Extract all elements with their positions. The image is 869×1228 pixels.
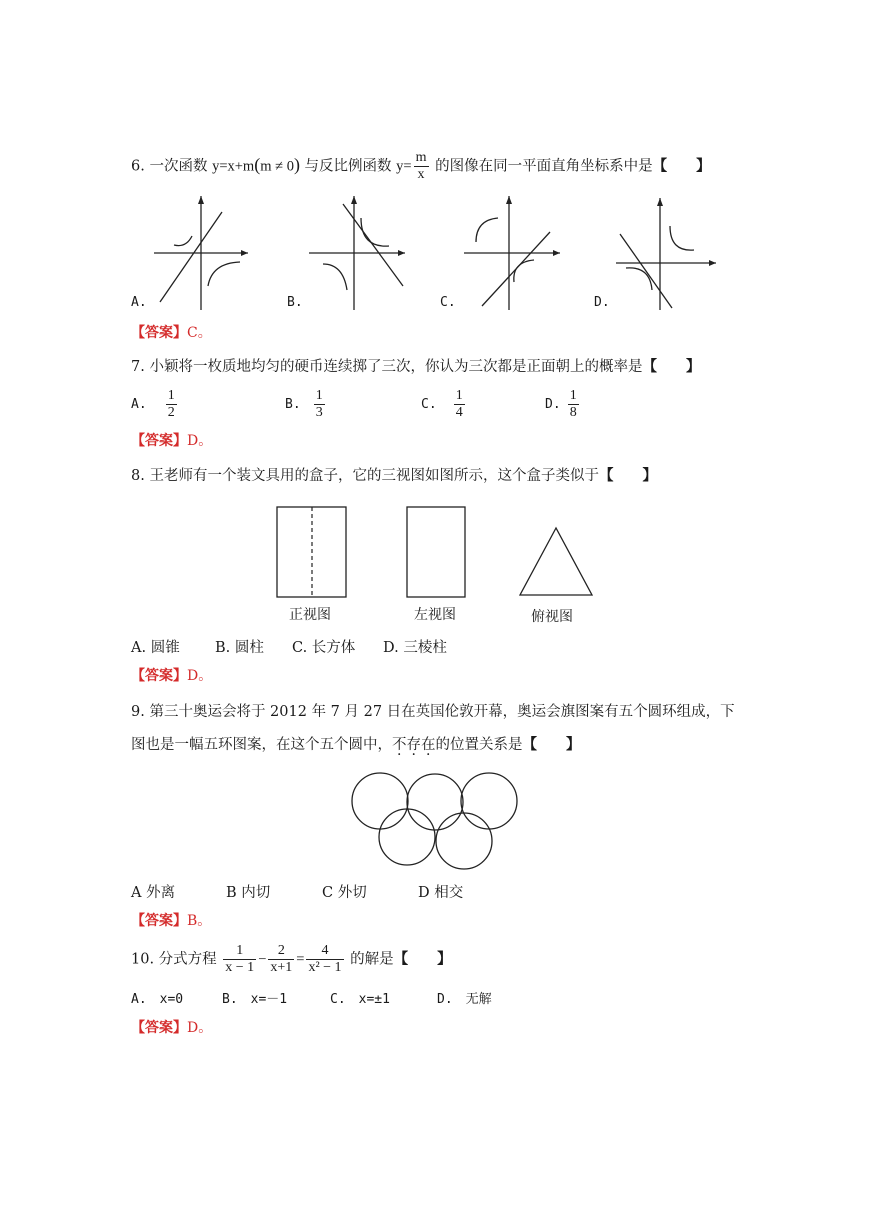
q6-paren-open: ( <box>254 154 261 175</box>
q8-front-view-label: 正视图 <box>289 607 331 623</box>
hyperbola-branch-lower <box>626 268 652 290</box>
q9-stem-line2 <box>131 735 581 755</box>
answer-tag: 【答案】 <box>131 433 187 449</box>
answer-value: B。 <box>187 913 212 929</box>
q6-prefix: 6. 一次函数 <box>131 158 213 175</box>
q10-option-d: D. 无解 <box>437 992 492 1007</box>
q6-label-d: D. <box>594 295 610 310</box>
q8-stem-text: 8. 王老师有一个装文具用的盒子，它的三视图如图所示，这个盒子类似于 <box>131 468 599 484</box>
answer-tag: 【答案】 <box>131 913 187 929</box>
q10-term-2 <box>268 943 294 976</box>
q8-option-c: C. 长方体 <box>292 640 356 656</box>
answer-value: D。 <box>187 668 213 684</box>
fraction-denominator: x+1 <box>270 960 293 975</box>
answer-tag: 【答案】 <box>131 1020 187 1036</box>
fraction-denominator: 4 <box>455 405 463 420</box>
answer-value: D。 <box>187 433 213 449</box>
q9-line2-post: 的位置关系是 <box>435 737 523 753</box>
q7-stem <box>131 357 700 377</box>
q7-stem-text: 7. 小颖将一枚质地均匀的硬币连续掷了三次，你认为三次都是正面朝上的概率是 <box>131 359 643 375</box>
option-fraction <box>568 388 579 421</box>
q9-answer <box>131 910 211 930</box>
option-label: D. <box>545 397 561 412</box>
q10-term-3 <box>306 943 343 976</box>
q8-option-a: A. 圆锥 <box>131 640 180 656</box>
q6-condition: m ≠ 0 <box>260 158 294 175</box>
q6-graph-d <box>612 190 720 315</box>
hyperbola-branch-lower <box>323 264 347 290</box>
q10-term-1 <box>223 943 256 976</box>
ring-bottom-left <box>379 809 435 865</box>
q10-answer <box>131 1017 212 1037</box>
q7-option-a <box>131 388 179 421</box>
q8-top-view-label: 俯视图 <box>531 609 573 625</box>
q6-stem <box>131 150 711 183</box>
fraction-numerator: 1 <box>167 388 175 403</box>
q8-answer-bracket: 【 】 <box>598 467 657 484</box>
option-label: A. <box>131 397 147 412</box>
fraction-denominator: 2 <box>167 405 175 420</box>
q9-line2-pre: 图也是一幅五环图案，在这个五个圆中， <box>131 737 392 753</box>
q9-stem-line1: 9. 第三十奥运会将于 2012 年 7 月 27 日在英国伦敦开幕，奥运会旗图案有五个圆环组成，下 <box>131 704 735 720</box>
fraction-numerator: 1 <box>315 388 323 403</box>
q6-linear-function: y=x+m <box>212 158 255 175</box>
q6-inverse-lhs: y= <box>396 158 412 175</box>
q9-emphasized-char: 存 <box>406 737 421 753</box>
q6-graph-b <box>305 190 410 315</box>
q6-suffix: 的图像在同一平面直角坐标系中是 <box>430 158 653 175</box>
y-axis-arrow <box>198 196 204 204</box>
y-axis-arrow <box>657 198 663 206</box>
hyperbola-branch-lower <box>514 260 534 282</box>
q6-label-c: C. <box>440 295 456 310</box>
fraction-numerator: 4 <box>321 943 329 958</box>
option-label: B. <box>285 397 301 412</box>
q9-option-a: A 外离 <box>131 885 176 901</box>
hyperbola-branch-upper <box>361 218 389 246</box>
q6-label-a: A. <box>131 295 147 310</box>
fraction-numerator: 1 <box>455 388 463 403</box>
q10-option-a: A. x=0 <box>131 992 184 1007</box>
left-view-rectangle <box>407 507 465 597</box>
q9-five-rings-figure <box>345 765 525 875</box>
q10-option-c: C. x=±1 <box>330 992 390 1007</box>
fraction-numerator: 1 <box>569 388 577 403</box>
answer-tag: 【答案】 <box>131 668 187 684</box>
q10-option-b: B. x=－1 <box>222 992 288 1007</box>
q6-label-b: B. <box>287 295 303 310</box>
fraction-denominator: x² − 1 <box>308 960 342 975</box>
q7-option-b <box>285 388 327 421</box>
q10-equals-sign: = <box>296 951 305 968</box>
q9-option-d: D 相交 <box>418 885 464 901</box>
q7-answer-bracket: 【 】 <box>642 358 701 375</box>
option-fraction <box>166 388 177 421</box>
q6-inverse-fraction <box>414 150 429 183</box>
q8-answer <box>131 665 212 685</box>
ring-top-left <box>352 773 408 829</box>
linear-graph <box>160 212 222 302</box>
option-fraction <box>314 388 325 421</box>
q9-option-b: B 内切 <box>226 885 271 901</box>
q6-graph-a <box>150 190 250 315</box>
q7-option-c <box>421 388 467 421</box>
q6-mid-text: 与反比例函数 <box>299 158 397 175</box>
q8-option-b: B. 圆柱 <box>215 640 264 656</box>
q8-option-d: D. 三棱柱 <box>383 640 447 656</box>
y-axis-arrow <box>351 196 357 204</box>
fraction-denominator: 8 <box>569 405 577 420</box>
answer-value: C。 <box>187 325 212 341</box>
x-axis-arrow <box>398 250 405 256</box>
q6-fraction-denominator: x <box>414 166 429 183</box>
x-axis-arrow <box>553 250 560 256</box>
q7-answer <box>131 430 212 450</box>
x-axis-arrow <box>241 250 248 256</box>
linear-graph <box>620 234 672 308</box>
q9-option-c: C 外切 <box>322 885 367 901</box>
q6-fraction-numerator: m <box>415 150 427 165</box>
option-fraction <box>454 388 465 421</box>
hyperbola-branch-upper <box>174 236 192 246</box>
y-axis-arrow <box>506 196 512 204</box>
q6-answer <box>131 322 212 342</box>
q8-stem <box>131 466 657 486</box>
q9-emphasized-char: 不 <box>392 737 407 753</box>
fraction-denominator: 3 <box>315 405 323 420</box>
hyperbola-branch-lower <box>208 262 240 286</box>
q9-answer-bracket: 【 】 <box>522 736 581 753</box>
q6-paren-close: ) <box>293 154 300 175</box>
q8-left-view-label: 左视图 <box>414 607 456 623</box>
answer-value: D。 <box>187 1020 213 1036</box>
q6-graph-c <box>460 190 565 315</box>
hyperbola-branch-upper <box>670 226 694 250</box>
q10-suffix: 的解是 <box>345 951 394 968</box>
linear-graph <box>343 204 403 286</box>
q10-prefix: 10. 分式方程 <box>131 951 222 968</box>
fraction-numerator: 1 <box>236 943 244 958</box>
q7-option-d <box>545 388 581 421</box>
q10-answer-bracket: 【 】 <box>393 950 452 968</box>
ring-top-middle <box>407 774 463 830</box>
option-label: C. <box>421 397 437 412</box>
q6-answer-bracket: 【 】 <box>652 157 711 175</box>
q10-minus-sign: − <box>258 951 267 968</box>
fraction-numerator: 2 <box>277 943 285 958</box>
hyperbola-branch-upper <box>476 218 498 242</box>
ring-top-right <box>461 773 517 829</box>
ring-bottom-right <box>436 813 492 869</box>
answer-tag: 【答案】 <box>131 325 187 341</box>
q9-emphasized-char: 在 <box>421 737 436 753</box>
x-axis-arrow <box>709 260 716 266</box>
fraction-denominator: x − 1 <box>225 960 255 975</box>
q10-stem <box>131 943 452 976</box>
top-view-triangle <box>520 528 592 595</box>
